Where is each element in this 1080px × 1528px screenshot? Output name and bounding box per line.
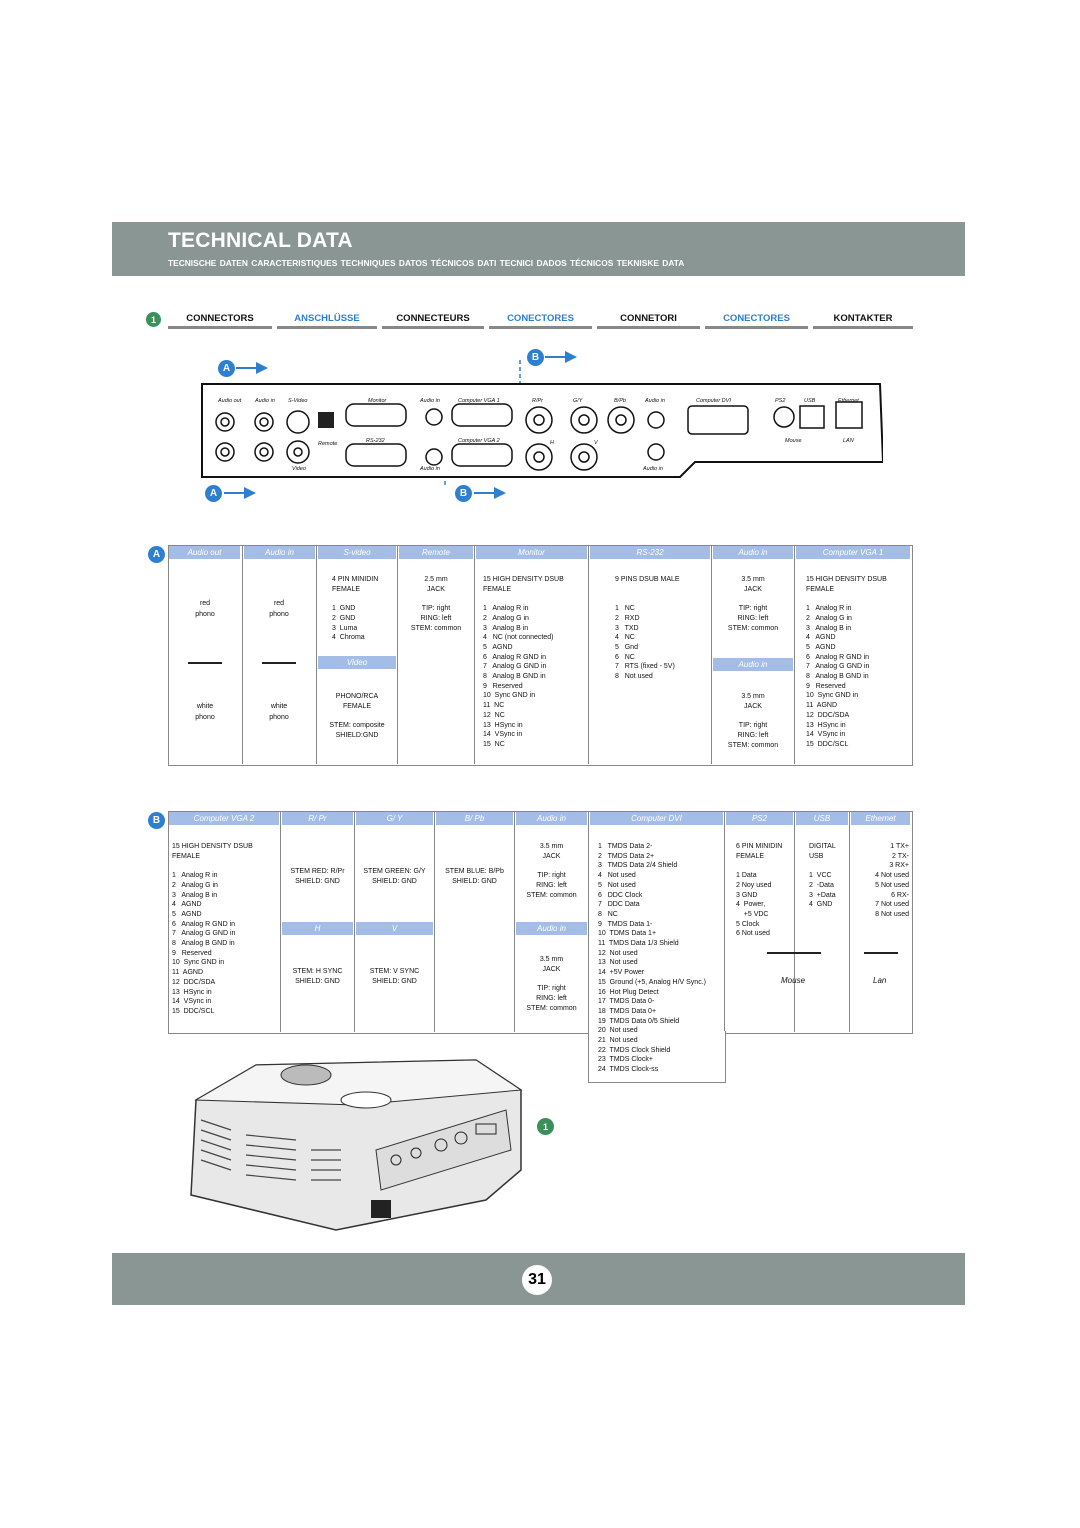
svg-text:RS-232: RS-232 bbox=[366, 438, 385, 444]
svg-text:PS2: PS2 bbox=[775, 398, 786, 404]
audio-b-spec-top: 3.5 mm JACK TIP: right RING: left STEM: common bbox=[526, 843, 577, 899]
audio-out-bottom-color: white bbox=[196, 703, 214, 710]
svg-text:Computer VGA 2: Computer VGA 2 bbox=[458, 438, 500, 444]
mouse-label: Mouse bbox=[781, 976, 806, 985]
arrow-right-icon bbox=[236, 360, 270, 376]
header-usb: USB bbox=[796, 812, 848, 825]
page-title: TECHNICAL DATA bbox=[168, 229, 353, 252]
tab-anschlusse: ANSCHLÜSSE bbox=[277, 311, 377, 329]
svg-text:R/Pr: R/Pr bbox=[532, 398, 543, 404]
h-spec: STEM: H SYNC SHIELD: GND bbox=[292, 968, 343, 985]
header-ethernet: Ethernet bbox=[851, 812, 910, 825]
divider-line bbox=[767, 952, 821, 954]
header-audio-in: Audio in bbox=[244, 546, 315, 559]
svg-text:H: H bbox=[550, 440, 554, 446]
remote-spec: 2.5 mm JACK TIP: right RING: left STEM: common bbox=[410, 576, 462, 632]
column-divider bbox=[316, 546, 317, 764]
header-vga2: Computer VGA 2 bbox=[169, 812, 279, 825]
header-remote: Remote bbox=[399, 546, 473, 559]
section-a-badge: A bbox=[148, 546, 165, 563]
svg-text:G/Y: G/Y bbox=[573, 398, 583, 404]
ps2-spec: 6 PIN MINIDIN FEMALE 1 Data 2 Noy used 3 GND 4 Power, +5 VDC 5 Clock 6 Not used bbox=[736, 843, 783, 938]
svg-text:Mouse: Mouse bbox=[785, 438, 802, 444]
audio-in-bottom-color: white bbox=[270, 703, 288, 710]
lan-label: Lan bbox=[873, 976, 887, 985]
header-monitor: Monitor bbox=[476, 546, 587, 559]
page-number: 31 bbox=[522, 1265, 552, 1295]
column-divider bbox=[588, 812, 589, 1032]
audio-in-2-spec-top: 3.5 mm JACK TIP: right RING: left STEM: common bbox=[727, 576, 779, 632]
svg-text:Audio in: Audio in bbox=[643, 466, 663, 472]
svg-text:Audio in: Audio in bbox=[645, 398, 665, 404]
rs232-spec: 9 PINS DSUB MALE 1 NC 2 RXD 3 TXD 4 NC 5 Gnd 6 NC 7 RTS (fixed - 5V) 8 Not used bbox=[615, 576, 680, 681]
marker-a-top: A bbox=[218, 360, 235, 377]
svg-text:Computer VGA 1: Computer VGA 1 bbox=[458, 398, 500, 404]
header-audio-in-sub: Audio in bbox=[713, 658, 793, 671]
divider-line bbox=[864, 952, 898, 954]
svg-text:Audio in: Audio in bbox=[420, 466, 440, 472]
arrow-right-icon bbox=[224, 485, 258, 501]
svg-text:S-Video: S-Video bbox=[288, 398, 308, 404]
vga2-spec: 15 HIGH DENSITY DSUB FEMALE 1 Analog R in 2 Analog G in 3 Analog B in 4 AGND 5 AGND 6 Analog R GND in 7 Analog G GND in 8 Analog B GND in 9 Reserved 10 Sync GND in 11 AGND 12 DDC/SDA 13 HSync in 14 VSync in 15 DDC/SCL bbox=[172, 843, 253, 1015]
svg-text:Remote: Remote bbox=[318, 441, 338, 447]
usb-spec: DIGITAL USB 1 VCC 2 -Data 3 +Data 4 GND bbox=[809, 843, 836, 909]
column-divider bbox=[724, 812, 725, 1032]
column-divider bbox=[794, 546, 795, 764]
header-vga1: Computer VGA 1 bbox=[796, 546, 910, 559]
column-divider bbox=[474, 546, 475, 764]
header-dvi: Computer DVI bbox=[590, 812, 723, 825]
connector-panel-image bbox=[200, 382, 883, 478]
tab-connecteurs: CONNECTEURS bbox=[382, 311, 484, 329]
monitor-spec: 15 HIGH DENSITY DSUB FEMALE 1 Analog R in 2 Analog G in 3 Analog B in 4 NC (not connected) 5 AGND 6 Analog R GND in 7 Analog G GND in 8 Analog B GND in 9 Reserved 10 Sync GND in 11 NC 12 NC 13 HSync in 14 VSync in 15 NC bbox=[483, 576, 564, 748]
audio-in-top-type: phono bbox=[269, 611, 289, 618]
svg-text:USB: USB bbox=[804, 398, 816, 404]
header-gy: G/ Y bbox=[356, 812, 433, 825]
tab-kontakter: KONTAKTER bbox=[813, 311, 913, 329]
arrow-right-icon bbox=[545, 349, 579, 365]
svg-text:Audio in: Audio in bbox=[255, 398, 275, 404]
header-ps2: PS2 bbox=[726, 812, 793, 825]
audio-out-bottom-type: phono bbox=[195, 714, 215, 721]
divider-line bbox=[262, 662, 296, 664]
v-spec: STEM: V SYNC SHIELD: GND bbox=[369, 968, 420, 985]
marker-b-top: B bbox=[527, 349, 544, 366]
svg-text:V: V bbox=[594, 440, 598, 446]
vga1-spec: 15 HIGH DENSITY DSUB FEMALE 1 Analog R in 2 Analog G in 3 Analog B in 4 AGND 5 AGND 6 Analog R GND in 7 Analog G GND in 8 Analog B GND in 9 Reserved 10 Sync GND in 11 AGND 12 DDC/SDA 13 HSync in 14 VSync in 15 DDC/SCL bbox=[806, 576, 887, 748]
svideo-spec: 4 PIN MINIDIN FEMALE 1 GND 2 GND 3 Luma 4 Chroma bbox=[332, 576, 379, 642]
divider-line bbox=[188, 662, 222, 664]
header-svideo: S-video bbox=[318, 546, 396, 559]
svg-text:B/Pb: B/Pb bbox=[614, 398, 626, 404]
tab-connectors: CONNECTORS bbox=[168, 311, 272, 329]
section-b-badge: B bbox=[148, 812, 165, 829]
bpb-spec: STEM BLUE: B/Pb SHIELD: GND bbox=[445, 868, 504, 885]
marker-b-bottom: B bbox=[455, 485, 472, 502]
column-divider bbox=[434, 812, 435, 1032]
svg-text:LAN: LAN bbox=[843, 438, 854, 444]
video-spec: PHONO/RCA FEMALE STEM: composite SHIELD:GND bbox=[329, 693, 385, 739]
svg-text:Video: Video bbox=[292, 466, 306, 472]
projector-illustration bbox=[176, 1040, 536, 1240]
header-audio-in-b: Audio in bbox=[516, 812, 587, 825]
svg-text:Ethernet: Ethernet bbox=[838, 398, 859, 404]
svg-text:Computer DVI: Computer DVI bbox=[696, 398, 731, 404]
header-audio-out: Audio out bbox=[169, 546, 240, 559]
rpr-spec: STEM RED: R/Pr SHIELD: GND bbox=[290, 868, 345, 885]
page-subtitle: TECNISCHE DATEN CARACTERISTIQUES TECHNIQUES DATOS TÉCNICOS DATI TECNICI DADOS TÉCNICOS TEKNISKE DATA bbox=[168, 258, 685, 268]
header-audio-in-2: Audio in bbox=[713, 546, 793, 559]
column-divider bbox=[588, 546, 589, 764]
ethernet-spec: 1 TX+ 2 TX- 3 RX+ 4 Not used 5 Not used 6 RX- 7 Not used 8 Not used bbox=[875, 843, 909, 918]
column-divider bbox=[354, 812, 355, 1032]
audio-in-2-spec-bottom: 3.5 mm JACK TIP: right RING: left STEM: common bbox=[727, 693, 779, 749]
audio-in-bottom-type: phono bbox=[269, 714, 289, 721]
tab-conectores-pt: CONECTORES bbox=[705, 311, 808, 329]
tab-connetori: CONNETORI bbox=[597, 311, 700, 329]
column-divider bbox=[794, 812, 795, 1032]
column-divider bbox=[849, 812, 850, 1032]
audio-b-spec-bottom: 3.5 mm JACK TIP: right RING: left STEM: common bbox=[526, 956, 577, 1012]
svg-text:Audio in: Audio in bbox=[420, 398, 440, 404]
header-rs232: RS-232 bbox=[590, 546, 710, 559]
column-divider bbox=[242, 546, 243, 764]
tab-conectores: CONECTORES bbox=[489, 311, 592, 329]
header-bpb: B/ Pb bbox=[436, 812, 513, 825]
audio-out-top-type: phono bbox=[195, 611, 215, 618]
svg-text:Audio out: Audio out bbox=[218, 398, 242, 404]
gy-spec: STEM GREEN: G/Y SHIELD: GND bbox=[363, 868, 426, 885]
header-video: Video bbox=[318, 656, 396, 669]
section-badge: 1 bbox=[146, 312, 161, 327]
audio-out-top-color: red bbox=[199, 600, 211, 607]
dvi-spec: 1 TMDS Data 2- 2 TMDS Data 2+ 3 TMDS Data 2/4 Shield 4 Not used 5 Not used 6 DDC Clock 7 DDC Data 8 NC 9 TMDS Data 1- 10 TDMS Data 1+ 11 TMDS Data 1/3 Shield 12 Not used 13 Not used 14 +5V Power 15 Ground (+5, Analog H/V Sync.) 16 Hot Plug Detect 17 TMDS Data 0- 18 TMDS Data 0+ 19 TMDS Data 0/5 Shield 20 Not used 21 Not used 22 TMDS Clock Shield 23 TMDS Clock+ 24 TMDS Clock-ss bbox=[598, 843, 706, 1074]
header-rpr: R/ Pr bbox=[282, 812, 353, 825]
header-v: V bbox=[356, 922, 433, 935]
header-audio-in-b-sub: Audio in bbox=[516, 922, 587, 935]
svg-text:Monitor: Monitor bbox=[368, 398, 387, 404]
header-h: H bbox=[282, 922, 353, 935]
column-divider bbox=[280, 812, 281, 1032]
device-badge: 1 bbox=[537, 1118, 554, 1135]
audio-in-top-color: red bbox=[273, 600, 285, 607]
marker-a-bottom: A bbox=[205, 485, 222, 502]
